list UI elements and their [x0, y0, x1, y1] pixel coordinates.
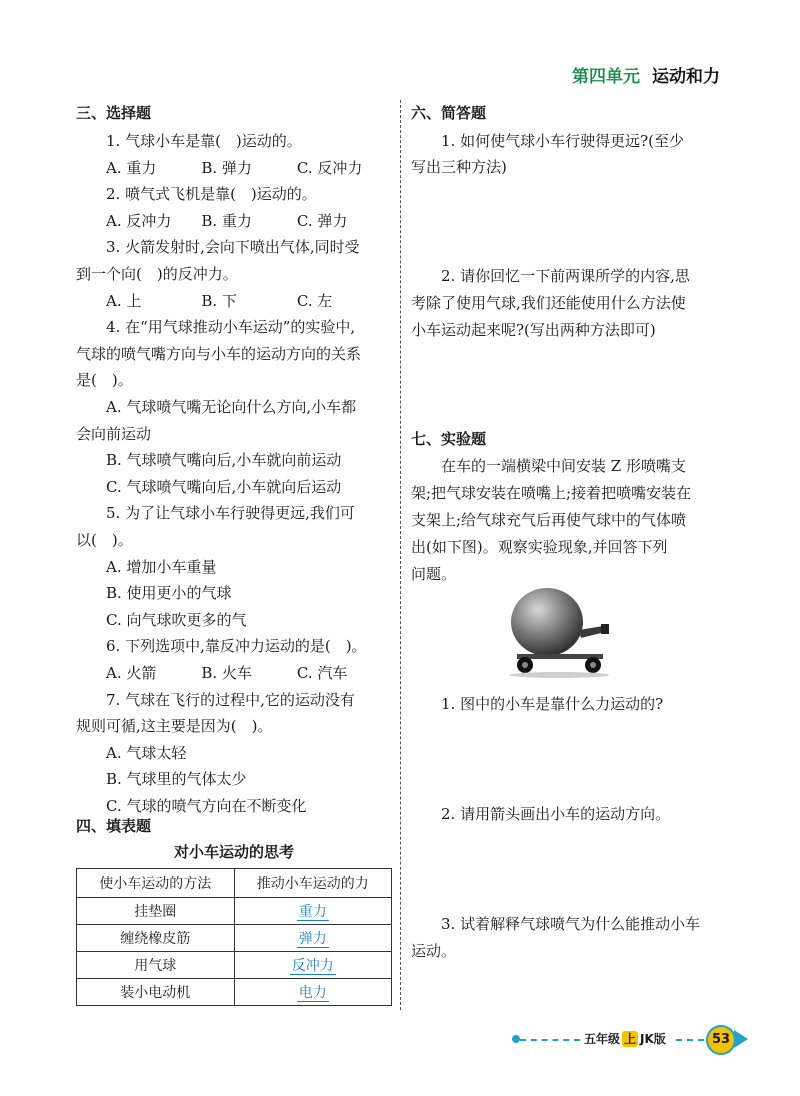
column-divider — [400, 100, 401, 1010]
table-cell-method: 用气球 — [77, 952, 235, 979]
section3-line: 4. 在“用气球推动小车运动”的实验中, — [106, 318, 356, 337]
section3-line: C. 气球喷气嘴向后,小车就向后运动 — [106, 477, 342, 496]
section3-line: A. 气球太轻 — [106, 743, 187, 762]
question-line: 1. 如何使气球小车行驶得更远?(至少 — [441, 132, 684, 150]
section4-heading: 四、填表题 — [76, 817, 152, 835]
footer-dash-line — [676, 1039, 704, 1041]
table-row — [77, 925, 392, 952]
section3-line: 5. 为了让气球小车行驶得更远,我们可 — [106, 504, 355, 523]
question-line: 写出三种方法) — [411, 158, 507, 176]
section3-line: 6. 下列选项中,靠反冲力运动的是( )。 — [106, 637, 367, 656]
table-cell-answer: 电力 — [234, 979, 392, 1006]
unit-title: 运动和力 — [652, 67, 720, 87]
table-cell-method: 装小电动机 — [77, 979, 235, 1006]
section3-line: A. 气球喷气嘴无论向什么方向,小车都 — [106, 398, 357, 416]
question-line: 3. 试着解释气球喷气为什么能推动小车 — [441, 915, 701, 933]
footer-dot-icon — [512, 1035, 520, 1043]
table-cell-answer: 弹力 — [234, 925, 392, 952]
intro-line: 架;把气球安装在喷嘴上;接着把喷嘴安装在 — [411, 484, 692, 502]
question-line: 2. 请用箭头画出小车的运动方向。 — [441, 805, 671, 823]
table-cell-method: 缠绕橡皮筋 — [77, 925, 235, 952]
section3-line: A. 火箭 B. 火车 C. 汽车 — [106, 664, 348, 682]
section3-line: C. 向气球吹更多的气 — [106, 610, 247, 629]
section3-line: A. 反冲力 B. 重力 C. 弹力 — [106, 211, 348, 230]
section3-line: 1. 气球小车是靠( )运动的。 — [106, 132, 302, 150]
question-line: 2. 请你回忆一下前两课所学的内容,思 — [441, 267, 690, 285]
unit-header — [572, 62, 720, 87]
section3-line: C. 气球的喷气方向在不断变化 — [106, 797, 307, 815]
intro-line: 问题。 — [411, 565, 457, 583]
section3-line: 2. 喷气式飞机是靠( )运动的。 — [106, 185, 317, 204]
section3-heading: 三、选择题 — [76, 104, 152, 122]
intro-line: 出(如下图)。观察实验现象,并回答下列 — [411, 538, 668, 556]
volume-badge: 上 — [624, 1032, 637, 1046]
section3-line: 以( )。 — [76, 531, 133, 549]
table-title: 对小车运动的思考 — [173, 843, 294, 861]
section3-line: 是( )。 — [76, 371, 133, 390]
question-line: 考除了使用气球,我们还能使用什么方法使 — [411, 294, 686, 312]
section3-line: 7. 气球在飞行的过程中,它的运动没有 — [106, 690, 355, 709]
section3-line: 到一个向( )的反冲力。 — [76, 265, 238, 283]
intro-line: 在车的一端横梁中间安装 Z 形喷嘴支 — [441, 457, 686, 475]
section3-line: A. 重力 B. 弹力 C. 反冲力 — [106, 158, 363, 177]
table-header-force: 推动小车运动的力 — [234, 869, 392, 898]
intro-line: 支架上;给气球充气后再使气球中的气体喷 — [411, 511, 687, 529]
unit-number: 第四单元 — [572, 67, 640, 87]
question-line: 小车运动起来呢?(写出两种方法即可) — [411, 321, 656, 339]
grade-label: 五年级 上 JK版 — [584, 1032, 666, 1046]
question-line: 1. 图中的小车是靠什么力运动的? — [441, 695, 664, 713]
section3-line: 气球的喷气嘴方向与小车的运动方向的关系 — [76, 344, 362, 363]
section3-line: B. 使用更小的气球 — [106, 584, 232, 603]
section7-heading: 七、实验题 — [411, 430, 487, 448]
section3-line: B. 气球里的气体太少 — [106, 770, 247, 789]
table-header-method: 使小车运动的方法 — [77, 869, 235, 898]
section3-line: 3. 火箭发射时,会向下喷出气体,同时受 — [106, 238, 360, 257]
section3-line: A. 上 B. 下 C. 左 — [106, 291, 333, 310]
footer-dash-line — [520, 1039, 580, 1041]
question-line: 运动。 — [411, 942, 457, 960]
footer — [512, 1023, 752, 1053]
table-cell-method: 挂垫圈 — [77, 898, 235, 925]
section3-line: A. 增加小车重量 — [106, 557, 217, 576]
table-row — [77, 979, 392, 1006]
section6-heading: 六、简答题 — [411, 104, 487, 122]
page-number: 53 — [706, 1025, 736, 1055]
fill-in-table — [76, 868, 392, 1006]
table-row — [77, 898, 392, 925]
section3-line: B. 气球喷气嘴向后,小车就向前运动 — [106, 451, 342, 470]
table-header-row — [77, 869, 392, 898]
balloon-car-image — [507, 586, 617, 678]
section3-line: 会向前运动 — [76, 424, 152, 443]
section3-line: 规则可循,这主要是因为( )。 — [76, 717, 273, 736]
table-cell-answer: 反冲力 — [234, 952, 392, 979]
table-cell-answer: 重力 — [234, 898, 392, 925]
table-row — [77, 952, 392, 979]
arrow-right-icon — [734, 1030, 748, 1048]
